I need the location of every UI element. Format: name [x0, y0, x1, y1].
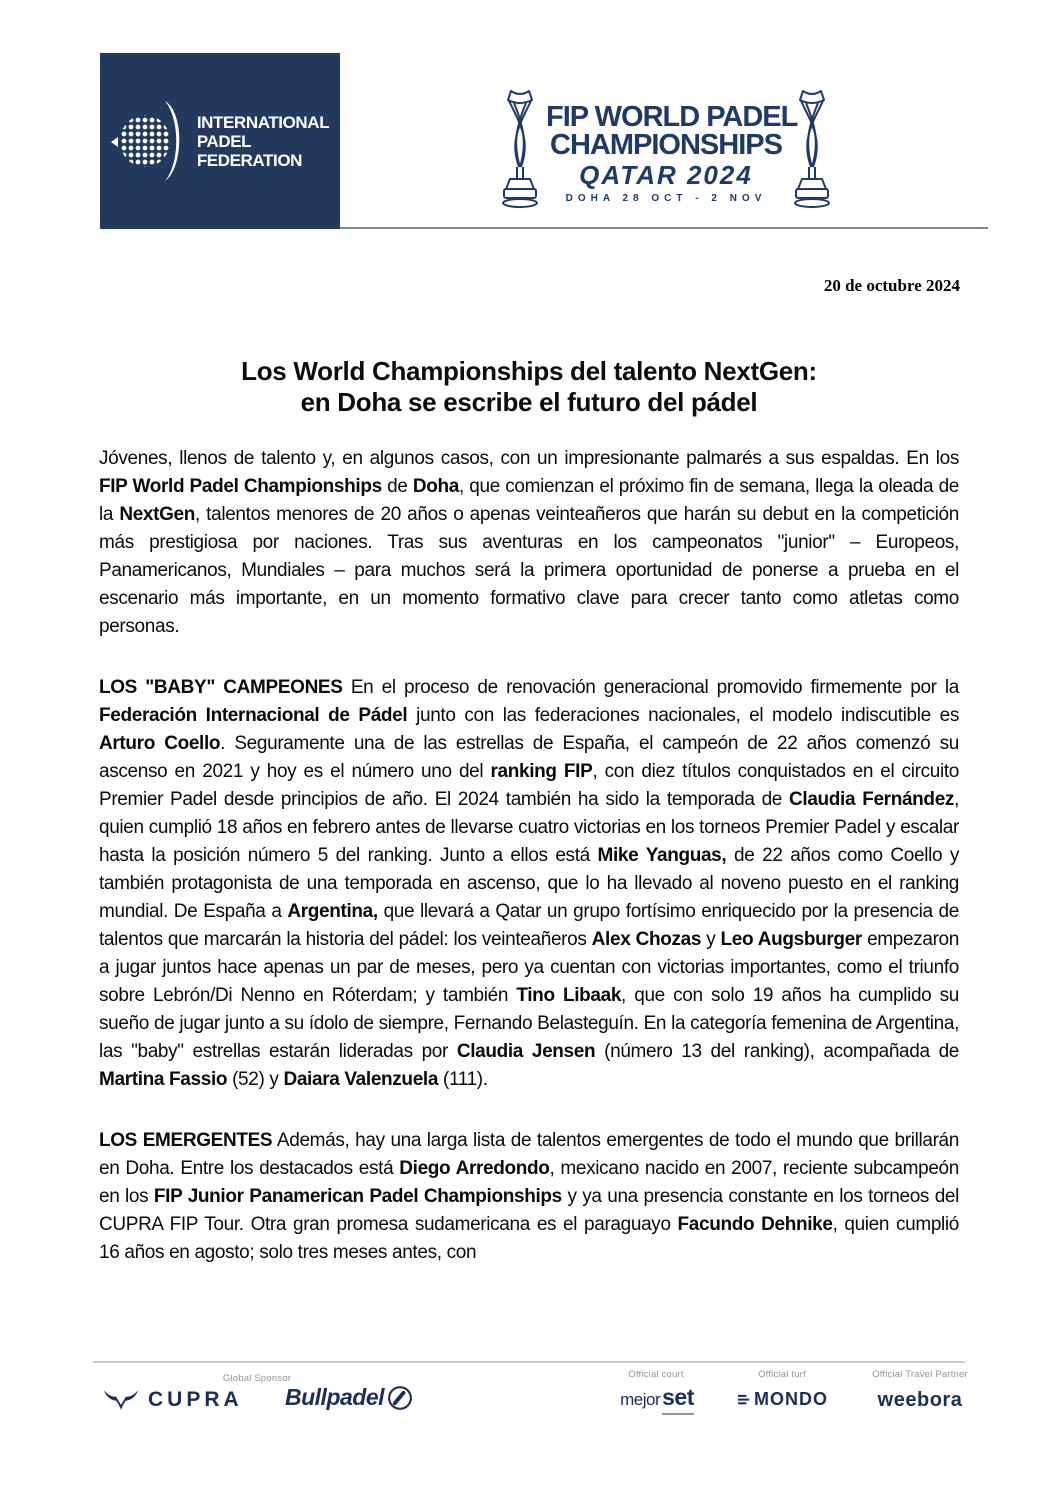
ipf-line2: PADEL: [196, 131, 252, 151]
global-sponsor-label: Global Sponsor: [222, 1373, 292, 1384]
ipf-arrow-shape: [111, 137, 118, 147]
travel-partner-label: Official Travel Partner: [872, 1369, 968, 1380]
weebora-wordmark: weebora: [877, 1389, 963, 1411]
mejorset-logo: [597, 1384, 717, 1411]
article-body: [99, 445, 959, 1267]
ipf-racket-icon: [111, 99, 185, 183]
official-turf-label: Official turf: [758, 1369, 806, 1380]
official-court-label: Official court: [628, 1369, 684, 1380]
title-line2: en Doha se escribe el futuro del pádel: [300, 387, 758, 417]
paragraph-emergentes: LOS EMERGENTES Además, hay una larga lista de talentos emergentes de todo el mundo que brillarán en Doha. Entre los destacados está Diego Arredondo, mexicano nacido en 2007, reciente subcampeón en los FIP Junior Panamerican Padel Championships y ya una presencia constante en los torneos del CUPRA FIP Tour. Otra gran promesa sudamericana es el paraguayo Facundo Dehnike, quien cumplió 16 años en agosto; solo tres meses antes, con: [99, 1130, 960, 1263]
event-title-line2: CHAMPIONSHIPS: [550, 128, 782, 161]
ipf-logo: [100, 53, 340, 229]
document-date: 20 de octubre 2024: [823, 276, 960, 295]
mejorset-wordmark-bold: set: [662, 1384, 694, 1410]
ipf-logo-text: [197, 113, 329, 170]
event-dates: DOHA 28 OCT - 2 NOV: [565, 192, 767, 204]
mejorset-wordmark-light: mejor: [620, 1390, 661, 1409]
bullpadel-paddle-icon: [387, 1385, 413, 1411]
mondo-wordmark: MONDO: [754, 1389, 828, 1409]
bullpadel-wordmark: Bullpadel: [285, 1384, 385, 1410]
ipf-line3: FEDERATION: [196, 150, 303, 170]
event-logo-text: [546, 100, 798, 204]
bullpadel-logo: [285, 1384, 413, 1411]
title-line1: Los World Championships del talento NextGen:: [241, 356, 817, 386]
footer-divider: [93, 1361, 965, 1363]
event-logo: [500, 83, 832, 223]
mondo-bars-icon: [738, 1393, 751, 1406]
ipf-line1: INTERNATIONAL: [196, 112, 330, 132]
mondo-logo: [723, 1389, 843, 1410]
event-subtitle: QATAR 2024: [579, 159, 753, 190]
ipf-crescent-shape: [159, 99, 185, 183]
trophy-icon: [792, 87, 832, 219]
cupra-bull-icon: [103, 1389, 139, 1411]
cupra-wordmark: CUPRA: [148, 1388, 243, 1411]
cupra-logo: [103, 1388, 243, 1412]
trophy-icon: [500, 87, 540, 219]
paragraph-intro: Jóvenes, llenos de talento y, en algunos casos, con un impresionante palmarés a sus espaldas. En los FIP World Padel Championships de Doha, que comienzan el próximo fin de semana, llega la oleada de la NextGen, talentos menores de 20 años o apenas veinteañeros que harán su debut en la competición más prestigiosa por naciones. Tras sus aventuras en los campeonatos "junior" – Europeos, Panamericanos, Mundiales – para muchos será la primera oportunidad de ponerse a prueba en el escenario más importante, en un momento formativo clave para crecer tanto como atletas como personas.: [99, 448, 959, 637]
event-title-line1: FIP WORLD PADEL: [546, 100, 798, 133]
document-title: [99, 356, 959, 418]
paragraph-baby-campeones: LOS "BABY" CAMPEONES En el proceso de renovación generacional promovido firmemente por la Federación Internacional de Pádel junto con las federaciones nacionales, el modelo indiscutible es Arturo Coello. Seguramente una de las estrellas de España, el campeón de 22 años comenzó su ascenso en 2021 y hoy es el número uno del ranking FIP, con diez títulos conquistados en el circuito Premier Padel desde principios de año. El 2024 también ha sido la temporada de Claudia Fernández, quien cumplió 18 años en febrero antes de llevarse cuatro victorias en los torneos Premier Padel y escalar hasta la posición número 5 del ranking. Junto a ellos está Mike Yanguas, de 22 años como Coello y también protagonista de una temporada en ascenso, que lo ha llevado al noveno puesto en el ranking mundial. De España a Argentina, que llevará a Qatar un grupo fortísimo enriquecido por la presencia de talentos que marcarán la historia del pádel: los veinteañeros Alex Chozas y Leo Augsburger empezaron a jugar juntos hace apenas un par de meses, pero ya cuentan con victorias importantes, como el triunfo sobre Lebrón/Di Nenno en Róterdam; y también Tino Libaak, que con solo 19 años ha cumplido su sueño de jugar junto a su ídolo de siempre, Fernando Belasteguín. En la categoría femenina de Argentina, las "baby" estrellas estarán lideradas por Claudia Jensen (número 13 del ranking), acompañada de Martina Fassio (52) y Daiara Valenzuela (111).: [99, 677, 960, 1090]
weebora-logo: [860, 1389, 980, 1412]
